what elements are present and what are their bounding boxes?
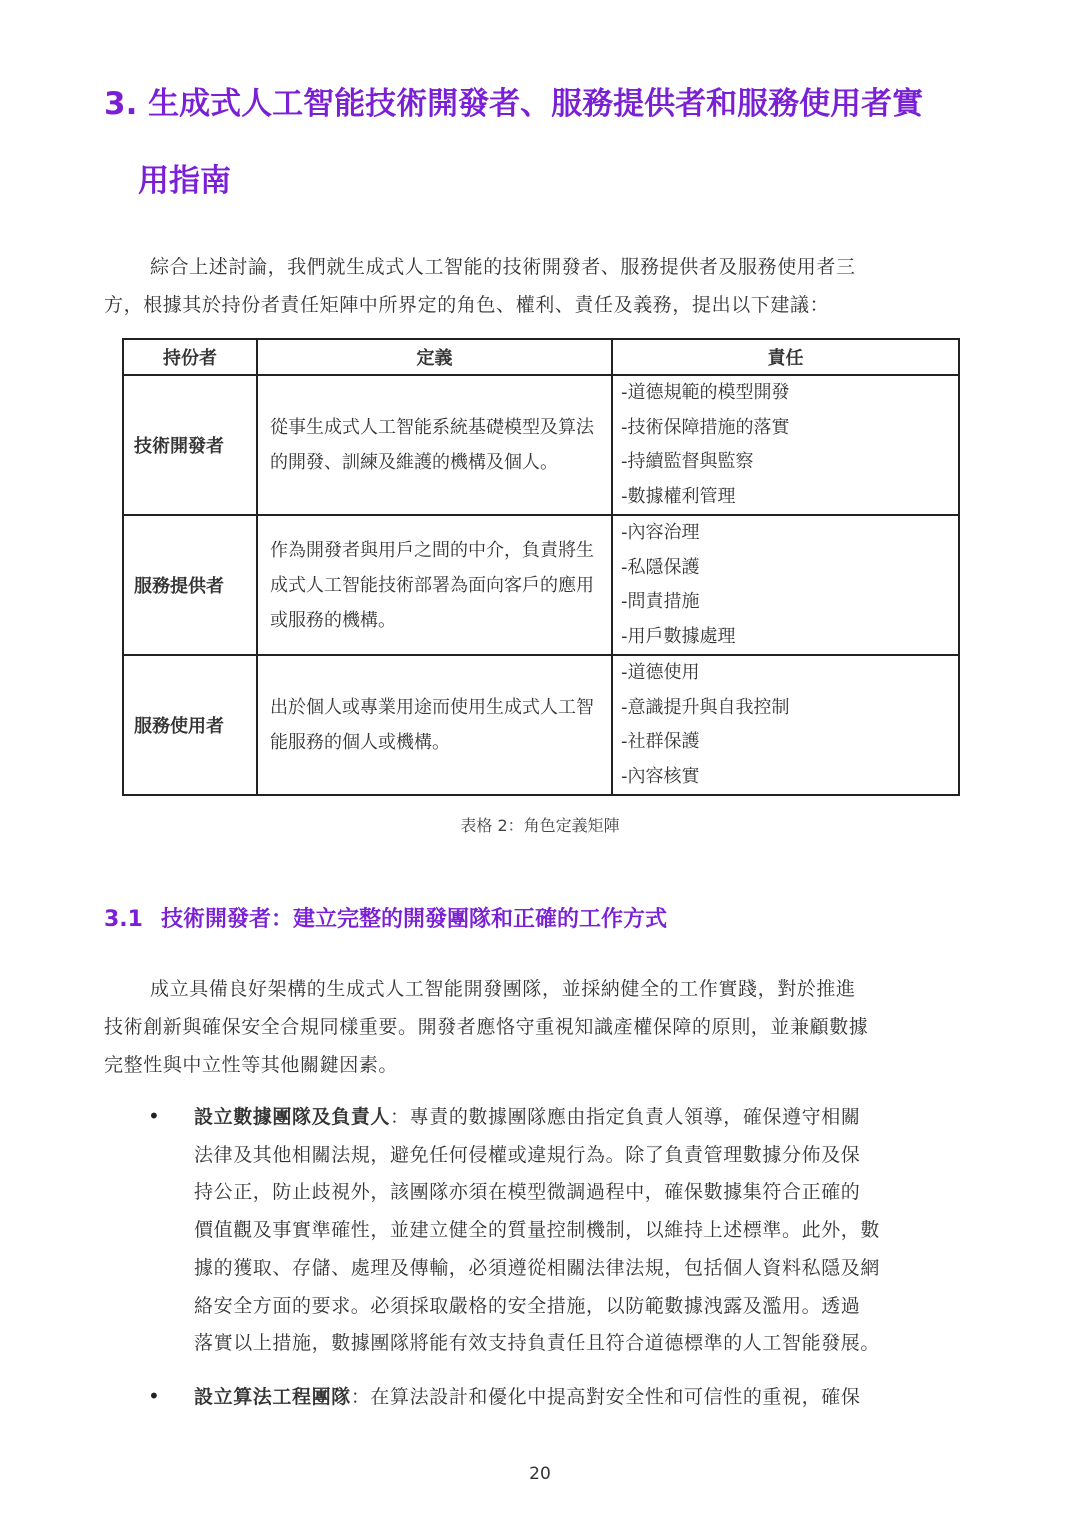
bullet-marker: •	[148, 1384, 160, 1408]
section-paragraph	[104, 970, 944, 1084]
section-para-line: 技術創新與確保安全合規同樣重要。開發者應恪守重視知識產權保障的原則，並兼顧數據	[104, 1016, 869, 1038]
role-cell: 技術開發者	[123, 375, 257, 515]
responsibility-item: -內容核實	[621, 765, 700, 787]
bullet-marker: •	[148, 1104, 160, 1128]
bullet-line: ：在算法設計和優化中提高對安全性和可信性的重視，確保	[350, 1386, 861, 1408]
section-number: 3.1	[104, 907, 143, 932]
intro-line: 方，根據其於持份者責任矩陣中所界定的角色、權利、責任及義務，提出以下建議：	[104, 294, 830, 316]
definition-cell: 出於個人或專業用途而使用生成式人工智能服務的個人或機構。	[257, 655, 612, 795]
bullet-line: 落實以上措施，數據團隊將能有效支持負責任且符合道德標準的人工智能發展。	[194, 1332, 881, 1355]
responsibility-item: -問責措施	[621, 591, 700, 612]
bullet-line: 絡安全方面的要求。必須採取嚴格的安全措施，以防範數據洩露及濫用。透過	[194, 1294, 861, 1317]
responsibility-item: -社群保護	[621, 731, 700, 752]
intro-line: 綜合上述討論，我們就生成式人工智能的技術開發者、服務提供者及服務使用者三	[150, 256, 856, 278]
bullet-line: 價值觀及事實準確性，並建立健全的質量控制機制，以維持上述標準。此外，數	[194, 1219, 881, 1242]
responsibility-item: -私隱保護	[621, 556, 700, 578]
bullet-line: 法律及其他相關法規，避免任何侵權或違規行為。除了負責管理數據分佈及保	[194, 1143, 861, 1166]
responsibility-item: -內容治理	[621, 522, 700, 543]
table-row	[123, 515, 959, 655]
header-responsibility: 責任	[612, 339, 959, 375]
header-definition: 定義	[257, 339, 612, 375]
section-heading	[104, 902, 667, 933]
table-row	[123, 655, 959, 795]
bullet-item	[194, 1099, 944, 1363]
table-header-row	[123, 339, 959, 375]
section-para-line: 成立具備良好架構的生成式人工智能開發團隊，並採納健全的工作實踐，對於推進	[150, 978, 856, 1000]
bullet-line: 持公正，防止歧視外，該團隊亦須在模型微調過程中，確保數據集符合正確的	[194, 1181, 861, 1204]
role-cell: 服務使用者	[123, 655, 257, 795]
definition-cell: 作為開發者與用戶之間的中介，負責將生成式人工智能技術部署為面向客戶的應用或服務的機構。	[257, 515, 612, 655]
responsibility-item: -道德規範的模型開發	[621, 382, 790, 403]
page-heading-line2: 用指南	[138, 163, 231, 199]
bullet-line: 據的獲取、存儲、處理及傳輸，必須遵從相關法律法規，包括個人資料私隱及網	[194, 1256, 881, 1279]
responsibility-item: -技術保障措施的落實	[621, 416, 790, 438]
responsibility-cell	[612, 375, 959, 515]
bullet-term: 設立算法工程團隊	[194, 1386, 351, 1408]
page-heading-line1: 3. 生成式人工智能技術開發者、服務提供者和服務使用者實	[104, 86, 924, 122]
responsibility-cell	[612, 515, 959, 655]
role-matrix-table	[122, 338, 960, 796]
table-row	[123, 375, 959, 515]
header-stakeholder: 持份者	[123, 339, 257, 375]
definition-cell: 從事生成式人工智能系統基礎模型及算法的開發、訓練及維護的機構及個人。	[257, 375, 612, 515]
responsibility-item: -意識提升與自我控制	[621, 696, 790, 718]
responsibility-item: -道德使用	[621, 662, 700, 683]
intro-paragraph	[104, 248, 944, 324]
page-number: 20	[529, 1464, 551, 1484]
section-para-line: 完整性與中立性等其他關鍵因素。	[104, 1054, 399, 1076]
role-cell: 服務提供者	[123, 515, 257, 655]
responsibility-cell	[612, 655, 959, 795]
table-caption: 表格 2：角色定義矩陣	[460, 816, 620, 835]
bullet-term: 設立數據團隊及負責人	[194, 1106, 391, 1128]
responsibility-item: -持續監督與監察	[621, 451, 754, 472]
section-title: 技術開發者：建立完整的開發團隊和正確的工作方式	[160, 907, 667, 932]
responsibility-item: -用戶數據處理	[621, 625, 736, 647]
bullet-line: ：專責的數據團隊應由指定負責人領導，確保遵守相關	[390, 1106, 861, 1128]
bullet-item	[194, 1379, 944, 1417]
responsibility-item: -數據權利管理	[621, 485, 736, 507]
